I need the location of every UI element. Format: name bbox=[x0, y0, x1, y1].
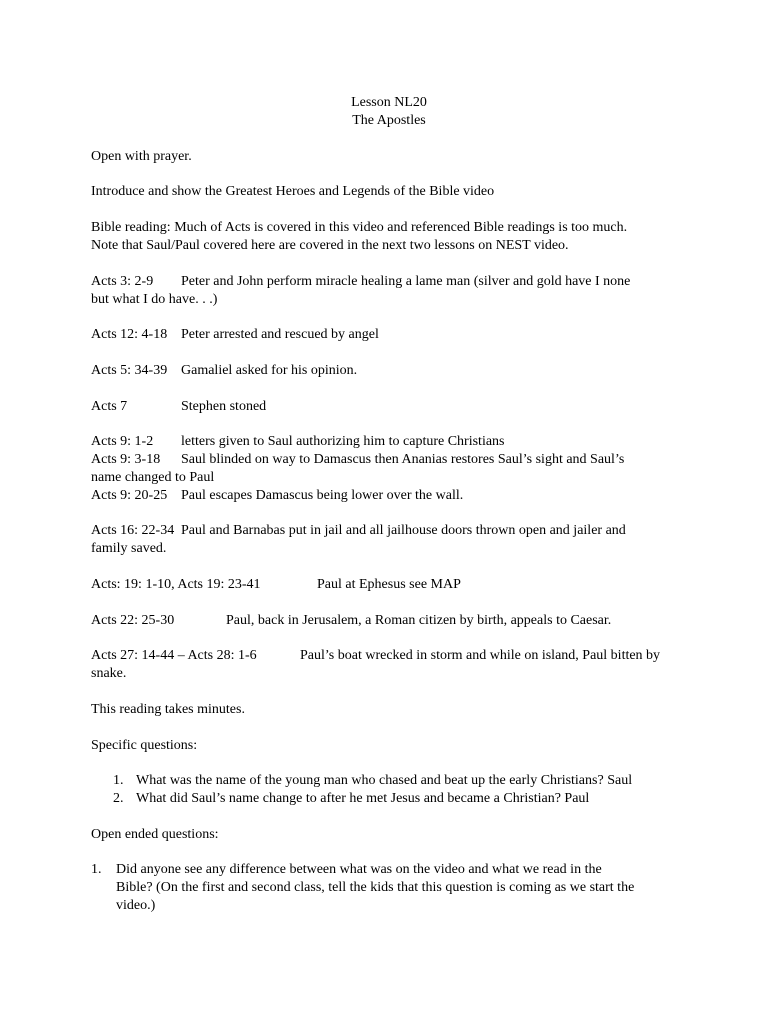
reading-ref: Acts 12: 4-18 bbox=[91, 327, 168, 342]
reading-ref: Acts: 19: 1-10, Acts 19: 23-41 bbox=[91, 577, 261, 592]
reading-ref: Acts 9: 3-18 bbox=[91, 452, 161, 467]
reading-note-line-2: Note that Saul/Paul covered here are covered in the next two lessons on NEST video. bbox=[91, 238, 569, 253]
specific-question-number: 2. bbox=[113, 791, 124, 806]
reading-ref: Acts 3: 2-9 bbox=[91, 274, 154, 289]
reading-desc-continued: but what I do have. . .) bbox=[91, 292, 218, 307]
specific-question-text: What did Saul’s name change to after he met Jesus and became a Christian? Paul bbox=[136, 791, 590, 806]
reading-desc: Paul, back in Jerusalem, a Roman citizen by birth, appeals to Caesar. bbox=[226, 613, 612, 628]
reading-desc: Saul blinded on way to Damascus then Ananias restores Saul’s sight and Saul’s bbox=[181, 452, 625, 467]
reading-ref: Acts 5: 34-39 bbox=[91, 363, 168, 378]
open-ended-heading: Open ended questions: bbox=[91, 827, 219, 842]
reading-desc: Paul and Barnabas put in jail and all jailhouse doors thrown open and jailer and bbox=[181, 523, 626, 538]
open-question-line: Bible? (On the first and second class, tell the kids that this question is coming as we start the bbox=[116, 880, 635, 895]
reading-desc: letters given to Saul authorizing him to capture Christians bbox=[181, 434, 505, 449]
reading-desc-continued: family saved. bbox=[91, 541, 167, 556]
reading-desc-continued: name changed to Paul bbox=[91, 470, 215, 485]
reading-ref: Acts 7 bbox=[91, 399, 128, 414]
reading-desc: Gamaliel asked for his opinion. bbox=[181, 363, 358, 378]
video-instruction: Introduce and show the Greatest Heroes and Legends of the Bible video bbox=[91, 184, 495, 199]
reading-note-line-1: Bible reading: Much of Acts is covered in this video and referenced Bible readings is too much. bbox=[91, 220, 628, 235]
reading-ref: Acts 16: 22-34 bbox=[91, 523, 175, 538]
open-question-line: Did anyone see any difference between what was on the video and what we read in the bbox=[116, 862, 602, 877]
reading-desc: Stephen stoned bbox=[181, 399, 267, 414]
specific-question-text: What was the name of the young man who chased and beat up the early Christians? Saul bbox=[136, 773, 633, 788]
reading-desc: Paul escapes Damascus being lower over the wall. bbox=[181, 488, 464, 503]
open-question-line: video.) bbox=[116, 898, 156, 913]
reading-desc: Peter arrested and rescued by angel bbox=[181, 327, 379, 342]
reading-ref: Acts 9: 20-25 bbox=[91, 488, 168, 503]
reading-desc-continued: snake. bbox=[91, 666, 127, 681]
lesson-number: Lesson NL20 bbox=[351, 95, 427, 110]
lesson-title: The Apostles bbox=[352, 113, 426, 128]
reading-ref: Acts 27: 14-44 – Acts 28: 1-6 bbox=[91, 648, 257, 663]
prayer-instruction: Open with prayer. bbox=[91, 149, 192, 164]
reading-ref: Acts 9: 1-2 bbox=[91, 434, 154, 449]
specific-question-number: 1. bbox=[113, 773, 124, 788]
reading-desc: Paul’s boat wrecked in storm and while on island, Paul bitten by bbox=[300, 648, 661, 663]
reading-ref: Acts 22: 25-30 bbox=[91, 613, 175, 628]
open-question-number: 1. bbox=[91, 862, 102, 877]
reading-desc: Peter and John perform miracle healing a lame man (silver and gold have I none bbox=[181, 274, 631, 289]
reading-time-note: This reading takes minutes. bbox=[91, 702, 245, 717]
reading-desc: Paul at Ephesus see MAP bbox=[317, 577, 461, 592]
specific-questions-heading: Specific questions: bbox=[91, 738, 198, 753]
